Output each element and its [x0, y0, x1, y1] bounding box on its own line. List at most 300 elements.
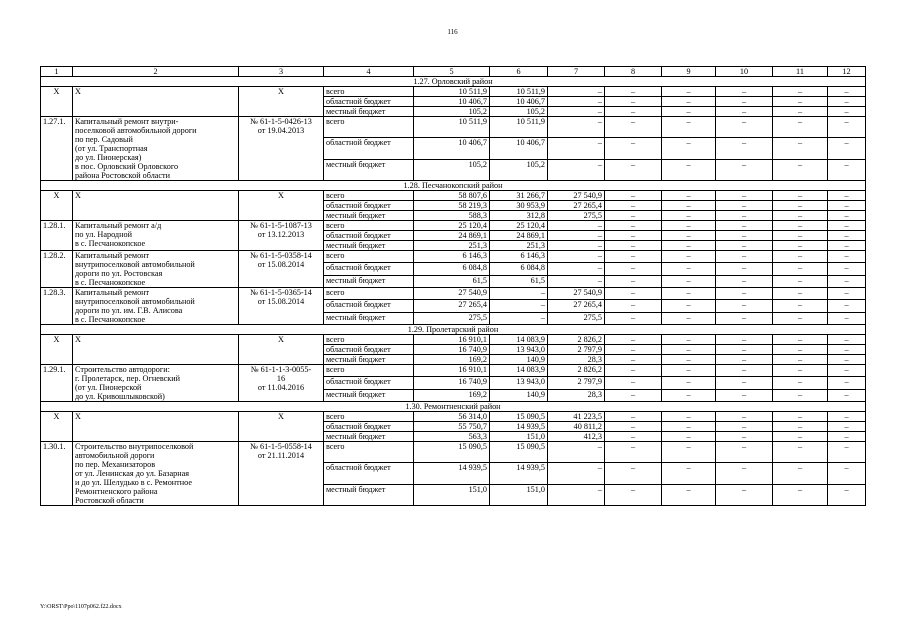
item-description: Капитальный ремонт внутри- поселковой автомобильной дороги по пер. Садовый (от ул. Транспортная до ул. Пионерская) в пос. Орловский Орловского района Ростовской области — [73, 117, 239, 181]
year-value: – — [716, 221, 773, 231]
year-value: 13 943,0 — [490, 377, 548, 389]
total-value: 27 540,9 — [414, 288, 490, 300]
total-value: 58 219,3 — [414, 201, 490, 211]
year-value: – — [828, 355, 866, 365]
table-row — [41, 365, 866, 377]
year-value: – — [605, 251, 662, 263]
table-row — [41, 191, 866, 201]
permit-number: № 61-1-5-0558-14 от 21.11.2014 — [239, 442, 324, 506]
year-value: – — [716, 300, 773, 312]
funding-source: областной бюджет — [324, 97, 414, 107]
year-value: – — [662, 211, 716, 221]
column-number: 2 — [73, 67, 239, 77]
section-header-row — [41, 77, 866, 87]
total-value: 16 910,1 — [414, 365, 490, 377]
year-value: – — [828, 251, 866, 263]
item-description: Строительство внутрипоселковой автомобильной дороги по пер. Механизаторов от ул. Ленинская до ул. Базарная и до ул. Шелудько в с. Ремонтное Ремонтненского района Ростовской области — [73, 442, 239, 506]
year-value: – — [716, 463, 773, 484]
year-value: – — [605, 412, 662, 422]
year-value: 24 869,1 — [490, 231, 548, 241]
item-number: X — [41, 412, 73, 442]
total-value: 27 265,4 — [414, 300, 490, 312]
total-value: 10 511,9 — [414, 117, 490, 138]
year-value: – — [828, 484, 866, 505]
year-value: – — [773, 263, 828, 275]
year-value: – — [662, 97, 716, 107]
funding-source: всего — [324, 221, 414, 231]
column-number: 11 — [773, 67, 828, 77]
year-value: – — [548, 87, 605, 97]
funding-source: местный бюджет — [324, 275, 414, 287]
year-value: 41 223,5 — [548, 412, 605, 422]
table-row — [41, 251, 866, 263]
funding-source: всего — [324, 335, 414, 345]
year-value: – — [716, 484, 773, 505]
item-number: X — [41, 335, 73, 365]
total-value: 15 090,5 — [414, 442, 490, 463]
year-value: – — [828, 138, 866, 159]
total-value: 16 910,1 — [414, 335, 490, 345]
year-value: – — [662, 117, 716, 138]
year-value: – — [828, 201, 866, 211]
year-value: – — [828, 107, 866, 117]
year-value: 14 939,5 — [490, 422, 548, 432]
year-value: – — [773, 87, 828, 97]
year-value: 40 811,2 — [548, 422, 605, 432]
year-value: 2 826,2 — [548, 335, 605, 345]
item-number: 1.28.1. — [41, 221, 73, 251]
year-value: – — [662, 432, 716, 442]
item-description: X — [73, 412, 239, 442]
year-value: – — [716, 241, 773, 251]
permit-number: № 61-1-1-3-0055- 16 от 11.04.2016 — [239, 365, 324, 402]
total-value: 16 740,9 — [414, 345, 490, 355]
year-value: – — [548, 251, 605, 263]
year-value: – — [716, 312, 773, 324]
footer-file-path: Y:\ORST\Ppo\1107p062.f22.docx — [40, 604, 122, 610]
year-value: – — [662, 335, 716, 345]
year-value: – — [716, 412, 773, 422]
year-value: – — [773, 221, 828, 231]
permit-number: X — [239, 191, 324, 221]
total-value: 275,5 — [414, 312, 490, 324]
year-value: – — [605, 484, 662, 505]
year-value: – — [773, 117, 828, 138]
year-value: – — [773, 97, 828, 107]
year-value: – — [773, 191, 828, 201]
year-value: 105,2 — [490, 107, 548, 117]
year-value: – — [605, 288, 662, 300]
year-value: – — [662, 389, 716, 401]
year-value: – — [605, 263, 662, 275]
year-value: 10 406,7 — [490, 97, 548, 107]
year-value: – — [605, 432, 662, 442]
funding-source: областной бюджет — [324, 138, 414, 159]
item-description: Капитальный ремонт внутрипоселковой автомобильной дороги по ул. Ростовская в с. Песчанокопское — [73, 251, 239, 288]
year-value: – — [662, 300, 716, 312]
year-value: – — [662, 159, 716, 180]
item-description: X — [73, 87, 239, 117]
year-value: – — [828, 335, 866, 345]
year-value: – — [662, 263, 716, 275]
year-value: – — [605, 377, 662, 389]
year-value: – — [662, 191, 716, 201]
funding-source: местный бюджет — [324, 159, 414, 180]
year-value: – — [828, 231, 866, 241]
year-value: – — [828, 191, 866, 201]
item-number: X — [41, 191, 73, 221]
year-value: 14 939,5 — [490, 463, 548, 484]
year-value: – — [773, 335, 828, 345]
year-value: – — [662, 201, 716, 211]
year-value: – — [773, 251, 828, 263]
year-value: – — [773, 312, 828, 324]
funding-source: местный бюджет — [324, 484, 414, 505]
year-value: 6 146,3 — [490, 251, 548, 263]
year-value: 28,3 — [548, 389, 605, 401]
year-value: – — [605, 335, 662, 345]
year-value: – — [828, 442, 866, 463]
year-value: – — [662, 422, 716, 432]
year-value: – — [605, 138, 662, 159]
year-value: – — [605, 241, 662, 251]
total-value: 10 406,7 — [414, 97, 490, 107]
item-number: 1.30.1. — [41, 442, 73, 506]
year-value: 27 540,9 — [548, 191, 605, 201]
year-value: – — [828, 97, 866, 107]
year-value: – — [662, 377, 716, 389]
funding-source: областной бюджет — [324, 345, 414, 355]
year-value: – — [662, 484, 716, 505]
year-value: – — [548, 463, 605, 484]
year-value: 151,0 — [490, 432, 548, 442]
year-value: – — [662, 241, 716, 251]
year-value: – — [662, 87, 716, 97]
year-value: 10 511,9 — [490, 87, 548, 97]
year-value: – — [605, 422, 662, 432]
year-value: – — [716, 211, 773, 221]
funding-source: всего — [324, 191, 414, 201]
total-value: 10 406,7 — [414, 138, 490, 159]
year-value: – — [716, 432, 773, 442]
year-value: – — [605, 191, 662, 201]
year-value: 31 266,7 — [490, 191, 548, 201]
total-value: 6 146,3 — [414, 251, 490, 263]
year-value: – — [662, 365, 716, 377]
section-title: 1.28. Песчанокопский район — [41, 181, 866, 191]
year-value: – — [828, 389, 866, 401]
year-value: – — [490, 312, 548, 324]
year-value: – — [773, 422, 828, 432]
year-value: – — [605, 275, 662, 287]
year-value: – — [773, 138, 828, 159]
year-value: – — [828, 117, 866, 138]
year-value: – — [716, 345, 773, 355]
table-row — [41, 117, 866, 138]
funding-source: местный бюджет — [324, 432, 414, 442]
total-value: 169,2 — [414, 355, 490, 365]
table-row — [41, 221, 866, 231]
total-value: 58 807,6 — [414, 191, 490, 201]
year-value: – — [548, 97, 605, 107]
year-value: – — [662, 463, 716, 484]
item-number: 1.27.1. — [41, 117, 73, 181]
funding-source: всего — [324, 442, 414, 463]
year-value: – — [605, 355, 662, 365]
funding-source: всего — [324, 251, 414, 263]
year-value: – — [716, 442, 773, 463]
year-value: – — [828, 221, 866, 231]
year-value: – — [490, 300, 548, 312]
year-value: – — [773, 159, 828, 180]
year-value: – — [662, 138, 716, 159]
year-value: – — [548, 138, 605, 159]
table-row — [41, 87, 866, 97]
table-header-row — [41, 67, 866, 77]
item-number: 1.29.1. — [41, 365, 73, 402]
year-value: 13 943,0 — [490, 345, 548, 355]
table-row — [41, 335, 866, 345]
year-value: – — [773, 463, 828, 484]
funding-source: областной бюджет — [324, 463, 414, 484]
year-value: – — [828, 345, 866, 355]
column-number: 4 — [324, 67, 414, 77]
total-value: 251,3 — [414, 241, 490, 251]
funding-source: областной бюджет — [324, 231, 414, 241]
year-value: – — [773, 275, 828, 287]
year-value: – — [490, 288, 548, 300]
total-value: 56 314,0 — [414, 412, 490, 422]
year-value: – — [605, 211, 662, 221]
year-value: 27 265,4 — [548, 300, 605, 312]
year-value: – — [605, 201, 662, 211]
year-value: 2 826,2 — [548, 365, 605, 377]
year-value: – — [773, 442, 828, 463]
year-value: – — [828, 412, 866, 422]
year-value: – — [548, 241, 605, 251]
year-value: – — [716, 335, 773, 345]
column-number: 10 — [716, 67, 773, 77]
year-value: – — [716, 275, 773, 287]
year-value: – — [773, 484, 828, 505]
funding-source: всего — [324, 412, 414, 422]
year-value: – — [716, 231, 773, 241]
year-value: – — [548, 275, 605, 287]
funding-source: всего — [324, 117, 414, 138]
year-value: – — [605, 97, 662, 107]
permit-number: № 61-1-5-1087-13 от 13.12.2013 — [239, 221, 324, 251]
year-value: – — [605, 221, 662, 231]
year-value: – — [662, 275, 716, 287]
year-value: – — [828, 300, 866, 312]
year-value: 312,8 — [490, 211, 548, 221]
year-value: – — [548, 231, 605, 241]
total-value: 151,0 — [414, 484, 490, 505]
column-number: 6 — [490, 67, 548, 77]
section-title: 1.30. Ремонтненский район — [41, 402, 866, 412]
item-number: 1.28.2. — [41, 251, 73, 288]
table-row — [41, 412, 866, 422]
column-number: 1 — [41, 67, 73, 77]
funding-source: областной бюджет — [324, 201, 414, 211]
item-description: X — [73, 191, 239, 221]
year-value: – — [605, 300, 662, 312]
column-number: 7 — [548, 67, 605, 77]
item-number: 1.28.3. — [41, 288, 73, 325]
year-value: 15 090,5 — [490, 442, 548, 463]
permit-number: X — [239, 335, 324, 365]
year-value: – — [716, 263, 773, 275]
year-value: – — [662, 442, 716, 463]
total-value: 16 740,9 — [414, 377, 490, 389]
funding-source: областной бюджет — [324, 300, 414, 312]
total-value: 169,2 — [414, 389, 490, 401]
section-header-row — [41, 402, 866, 412]
year-value: – — [662, 312, 716, 324]
year-value: – — [716, 191, 773, 201]
table-row — [41, 288, 866, 300]
year-value: – — [828, 432, 866, 442]
section-title: 1.29. Пролетарский район — [41, 325, 866, 335]
permit-number: X — [239, 412, 324, 442]
year-value: 105,2 — [490, 159, 548, 180]
total-value: 10 511,9 — [414, 87, 490, 97]
year-value: – — [605, 442, 662, 463]
year-value: – — [548, 221, 605, 231]
year-value: 15 090,5 — [490, 412, 548, 422]
total-value: 61,5 — [414, 275, 490, 287]
total-value: 14 939,5 — [414, 463, 490, 484]
year-value: – — [605, 365, 662, 377]
year-value: 27 265,4 — [548, 201, 605, 211]
budget-table — [40, 66, 866, 506]
year-value: – — [828, 463, 866, 484]
year-value: – — [716, 97, 773, 107]
total-value: 24 869,1 — [414, 231, 490, 241]
item-description: X — [73, 335, 239, 365]
total-value: 25 120,4 — [414, 221, 490, 231]
item-description: Капитальный ремонт а/д по ул. Народной в с. Песчанокопское — [73, 221, 239, 251]
year-value: – — [828, 87, 866, 97]
permit-number: № 61-1-5-0426-13 от 19.04.2013 — [239, 117, 324, 181]
year-value: – — [716, 288, 773, 300]
year-value: – — [773, 300, 828, 312]
year-value: 27 540,9 — [548, 288, 605, 300]
year-value: – — [548, 484, 605, 505]
funding-source: всего — [324, 87, 414, 97]
column-number: 12 — [828, 67, 866, 77]
year-value: – — [716, 251, 773, 263]
year-value: – — [828, 422, 866, 432]
funding-source: областной бюджет — [324, 422, 414, 432]
total-value: 563,3 — [414, 432, 490, 442]
year-value: 10 406,7 — [490, 138, 548, 159]
year-value: – — [773, 211, 828, 221]
year-value: 28,3 — [548, 355, 605, 365]
year-value: – — [716, 365, 773, 377]
year-value: 25 120,4 — [490, 221, 548, 231]
funding-source: местный бюджет — [324, 355, 414, 365]
year-value: – — [773, 288, 828, 300]
year-value: – — [605, 87, 662, 97]
year-value: – — [828, 275, 866, 287]
year-value: – — [605, 117, 662, 138]
funding-source: местный бюджет — [324, 107, 414, 117]
year-value: 412,3 — [548, 432, 605, 442]
column-number: 5 — [414, 67, 490, 77]
year-value: – — [662, 231, 716, 241]
year-value: 6 084,8 — [490, 263, 548, 275]
funding-source: местный бюджет — [324, 241, 414, 251]
funding-source: областной бюджет — [324, 377, 414, 389]
year-value: – — [716, 117, 773, 138]
year-value: – — [605, 107, 662, 117]
year-value: – — [605, 231, 662, 241]
year-value: – — [716, 355, 773, 365]
year-value: – — [773, 412, 828, 422]
year-value: – — [548, 442, 605, 463]
funding-source: местный бюджет — [324, 211, 414, 221]
year-value: 2 797,9 — [548, 345, 605, 355]
year-value: 61,5 — [490, 275, 548, 287]
funding-source: местный бюджет — [324, 389, 414, 401]
year-value: 275,5 — [548, 312, 605, 324]
item-description: Строительство автодороги: г. Пролетарск, пер. Огневский (от ул. Пионерской до ул. Кривошлыковской) — [73, 365, 239, 402]
year-value: 10 511,9 — [490, 117, 548, 138]
year-value: – — [773, 345, 828, 355]
year-value: – — [773, 241, 828, 251]
year-value: – — [662, 221, 716, 231]
page-number: 116 — [447, 28, 458, 36]
column-number: 9 — [662, 67, 716, 77]
year-value: – — [716, 138, 773, 159]
year-value: – — [605, 345, 662, 355]
year-value: – — [662, 355, 716, 365]
column-number: 8 — [605, 67, 662, 77]
year-value: – — [662, 288, 716, 300]
year-value: – — [716, 159, 773, 180]
year-value: – — [828, 377, 866, 389]
total-value: 105,2 — [414, 107, 490, 117]
year-value: 2 797,9 — [548, 377, 605, 389]
year-value: – — [548, 263, 605, 275]
item-description: Капитальный ремонт внутрипоселковой автомобильной дороги по ул. им. Г.В. Алисова в с. Песчанокопское — [73, 288, 239, 325]
year-value: 30 953,9 — [490, 201, 548, 211]
total-value: 6 084,8 — [414, 263, 490, 275]
year-value: – — [773, 432, 828, 442]
permit-number: X — [239, 87, 324, 117]
total-value: 55 750,7 — [414, 422, 490, 432]
year-value: – — [662, 345, 716, 355]
year-value: – — [773, 365, 828, 377]
year-value: – — [828, 159, 866, 180]
year-value: – — [828, 312, 866, 324]
year-value: – — [662, 251, 716, 263]
year-value: – — [605, 389, 662, 401]
year-value: 14 083,9 — [490, 335, 548, 345]
year-value: 140,9 — [490, 389, 548, 401]
year-value: 140,9 — [490, 355, 548, 365]
year-value: – — [716, 377, 773, 389]
table-row — [41, 442, 866, 463]
year-value: – — [773, 377, 828, 389]
funding-source: областной бюджет — [324, 263, 414, 275]
year-value: – — [605, 312, 662, 324]
year-value: – — [548, 159, 605, 180]
year-value: – — [716, 107, 773, 117]
year-value: – — [828, 211, 866, 221]
year-value: – — [828, 241, 866, 251]
